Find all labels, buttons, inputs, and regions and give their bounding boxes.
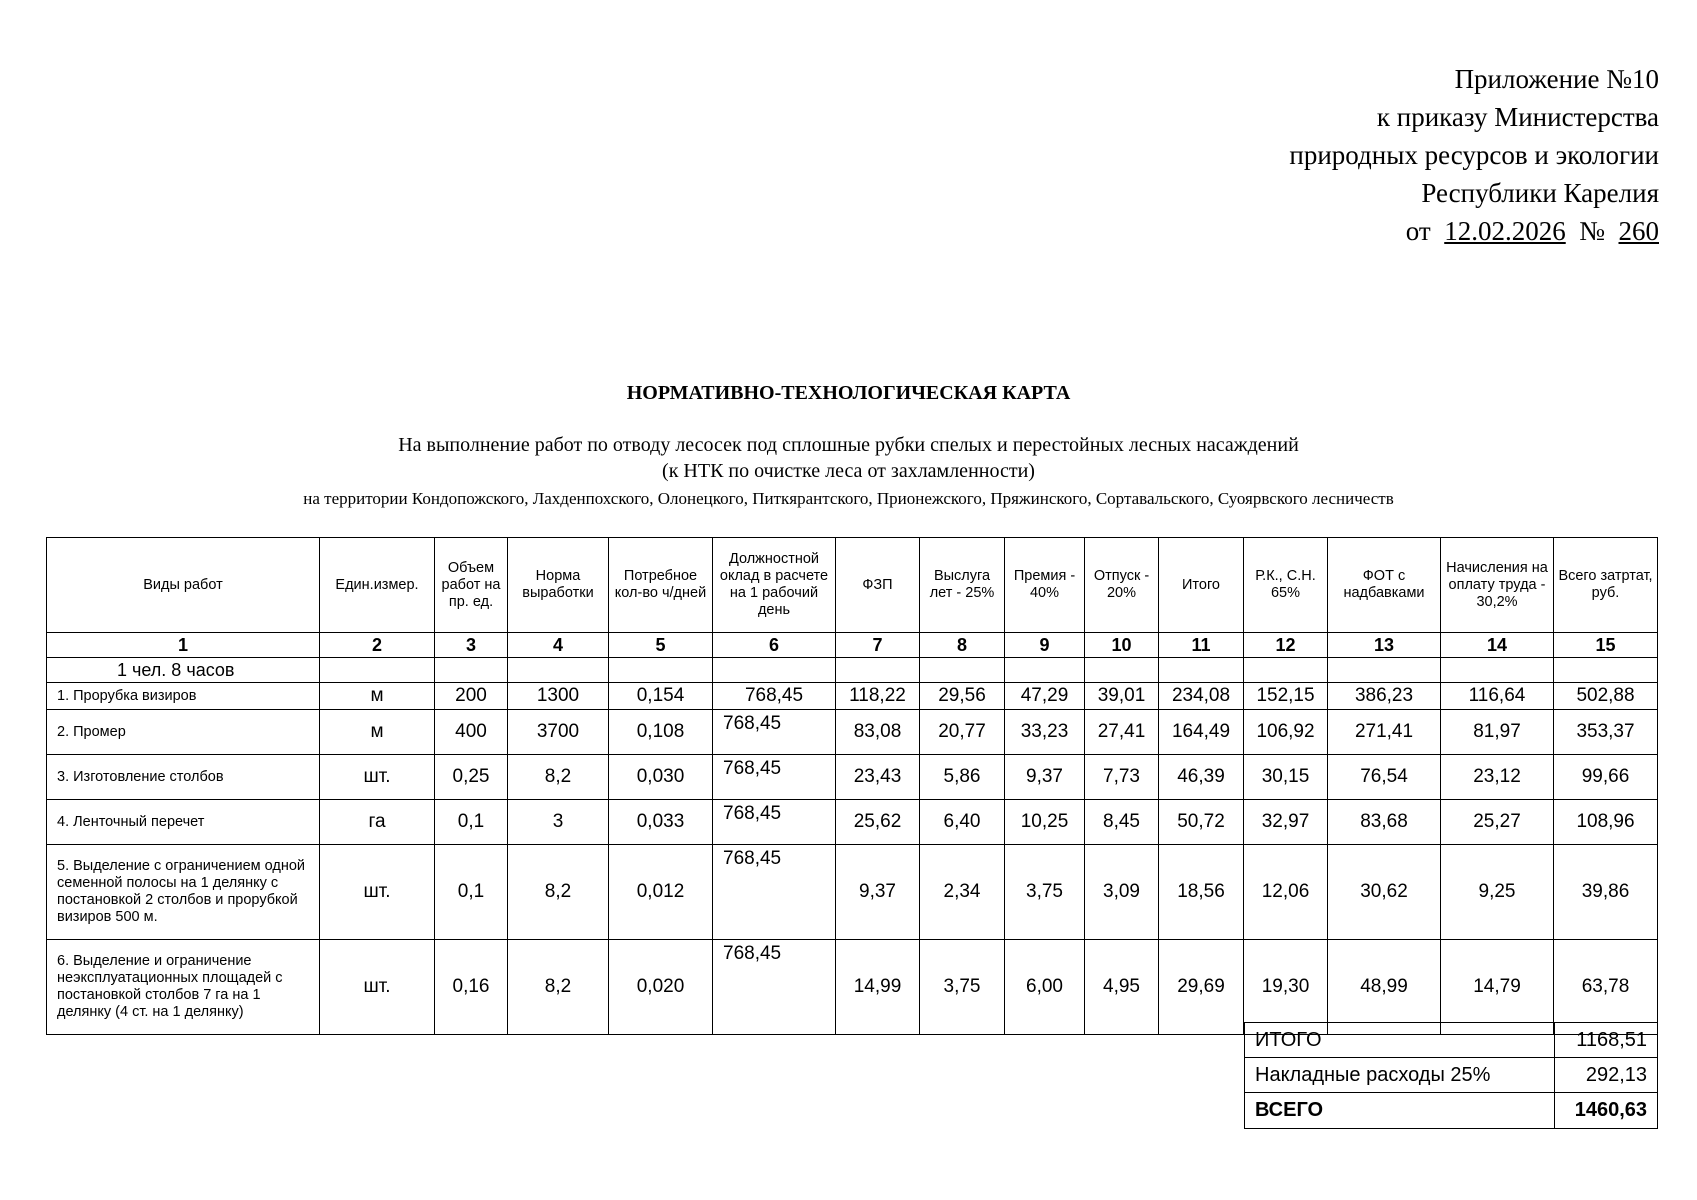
column-header: Виды работ: [47, 538, 320, 633]
table-cell: 8,2: [508, 940, 609, 1035]
table-header-row: [47, 538, 1658, 633]
group-cell: [1085, 658, 1159, 683]
table-cell: 63,78: [1554, 940, 1658, 1035]
table-cell: 46,39: [1159, 755, 1244, 800]
group-cell: [836, 658, 920, 683]
group-label: 1 чел. 8 часов: [47, 658, 320, 683]
overhead-value: 292,13: [1555, 1058, 1658, 1093]
work-type-cell: 3. Изготовление столбов: [47, 755, 320, 800]
column-number: 13: [1328, 633, 1441, 658]
work-type-cell: 1. Прорубка визиров: [47, 683, 320, 710]
table-cell: 99,66: [1554, 755, 1658, 800]
table-cell: шт.: [320, 845, 435, 940]
table-cell: 0,020: [609, 940, 713, 1035]
table-cell: 39,86: [1554, 845, 1658, 940]
column-header: Всего затртат, руб.: [1554, 538, 1658, 633]
column-number: 4: [508, 633, 609, 658]
table-cell: 0,16: [435, 940, 508, 1035]
table-cell: шт.: [320, 940, 435, 1035]
column-number: 12: [1244, 633, 1328, 658]
table-cell: 0,154: [609, 683, 713, 710]
group-cell: [1554, 658, 1658, 683]
overhead-label: Накладные расходы 25%: [1245, 1058, 1555, 1093]
table-cell: 9,37: [1005, 755, 1085, 800]
overhead-row: [1245, 1058, 1658, 1093]
column-header: ФОТ с надбавками: [1328, 538, 1441, 633]
column-number: 2: [320, 633, 435, 658]
work-type-cell: 4. Ленточный перечет: [47, 800, 320, 845]
appendix-number: Приложение №10: [1454, 64, 1659, 94]
document-title: НОРМАТИВНО-ТЕХНОЛОГИЧЕСКАЯ КАРТА: [626, 382, 1071, 404]
document-subtitle: На выполнение работ по отводу лесосек под сплошные рубки спелых и перестойных лесных насаждений: [398, 434, 1299, 456]
table-cell: 0,1: [435, 800, 508, 845]
table-cell: 23,12: [1441, 755, 1554, 800]
table-row: [47, 845, 1658, 940]
group-cell: [1328, 658, 1441, 683]
column-number: 9: [1005, 633, 1085, 658]
table-cell: 9,37: [836, 845, 920, 940]
table-cell: 502,88: [1554, 683, 1658, 710]
column-number: 8: [920, 633, 1005, 658]
table-cell: 14,79: [1441, 940, 1554, 1035]
group-cell: [320, 658, 435, 683]
table-cell: 39,01: [1085, 683, 1159, 710]
salary-cell: 768,45: [713, 710, 836, 755]
table-cell: 386,23: [1328, 683, 1441, 710]
group-row: [47, 658, 1658, 683]
column-number-row: [47, 633, 1658, 658]
table-cell: 118,22: [836, 683, 920, 710]
table-cell: 25,62: [836, 800, 920, 845]
table-cell: 8,45: [1085, 800, 1159, 845]
grand-total-label: ВСЕГО: [1245, 1093, 1555, 1129]
column-header: Итого: [1159, 538, 1244, 633]
column-number: 15: [1554, 633, 1658, 658]
table-cell: 0,108: [609, 710, 713, 755]
column-number: 14: [1441, 633, 1554, 658]
table-cell: 400: [435, 710, 508, 755]
column-header: Р.К., С.Н. 65%: [1244, 538, 1328, 633]
document-subtitle-note: (к НТК по очистке леса от захламленности): [662, 460, 1035, 482]
ministry-line: природных ресурсов и экологии: [1289, 140, 1659, 170]
column-header: Начисления на оплату труда - 30,2%: [1441, 538, 1554, 633]
table-cell: 7,73: [1085, 755, 1159, 800]
table-cell: шт.: [320, 755, 435, 800]
table-cell: 106,92: [1244, 710, 1328, 755]
table-cell: м: [320, 710, 435, 755]
table-cell: 48,99: [1328, 940, 1441, 1035]
group-cell: [1244, 658, 1328, 683]
table-cell: 27,41: [1085, 710, 1159, 755]
table-cell: 9,25: [1441, 845, 1554, 940]
table-cell: 3,75: [920, 940, 1005, 1035]
table-cell: 30,62: [1328, 845, 1441, 940]
group-cell: [609, 658, 713, 683]
group-cell: [920, 658, 1005, 683]
republic-line: Республики Карелия: [1421, 178, 1659, 208]
date-prefix: от: [1405, 216, 1431, 246]
salary-cell: 768,45: [713, 755, 836, 800]
group-cell: [1159, 658, 1244, 683]
table-cell: 5,86: [920, 755, 1005, 800]
salary-cell: 768,45: [713, 940, 836, 1035]
group-cell: [1005, 658, 1085, 683]
work-type-cell: 6. Выделение и ограничение неэксплуатационных площадей с постановкой столбов 7 га на 1 делянку (4 ст. на 1 делянку): [47, 940, 320, 1035]
table-cell: 14,99: [836, 940, 920, 1035]
column-number: 5: [609, 633, 713, 658]
column-number: 11: [1159, 633, 1244, 658]
table-cell: 353,37: [1554, 710, 1658, 755]
table-cell: 234,08: [1159, 683, 1244, 710]
table-cell: 19,30: [1244, 940, 1328, 1035]
work-type-cell: 2. Промер: [47, 710, 320, 755]
table-cell: м: [320, 683, 435, 710]
table-cell: 6,40: [920, 800, 1005, 845]
grand-total-row: [1245, 1093, 1658, 1129]
table-cell: 30,15: [1244, 755, 1328, 800]
table-cell: 0,25: [435, 755, 508, 800]
column-header: Должностной оклад в расчете на 1 рабочий день: [713, 538, 836, 633]
table-row: [47, 800, 1658, 845]
table-cell: 23,43: [836, 755, 920, 800]
table-cell: 200: [435, 683, 508, 710]
table-cell: 0,030: [609, 755, 713, 800]
column-number: 6: [713, 633, 836, 658]
group-cell: [1441, 658, 1554, 683]
table-cell: 271,41: [1328, 710, 1441, 755]
table-cell: 20,77: [920, 710, 1005, 755]
column-header: Выслуга лет - 25%: [920, 538, 1005, 633]
table-cell: 0,033: [609, 800, 713, 845]
table-cell: 4,95: [1085, 940, 1159, 1035]
column-header: Потребное кол-во ч/дней: [609, 538, 713, 633]
table-cell: 164,49: [1159, 710, 1244, 755]
work-type-cell: 5. Выделение с ограничением одной семенной полосы на 1 делянку с постановкой 2 столбов и прорубкой визиров 500 м.: [47, 845, 320, 940]
table-cell: 2,34: [920, 845, 1005, 940]
table-cell: 0,012: [609, 845, 713, 940]
table-cell: 3,09: [1085, 845, 1159, 940]
table-cell: 47,29: [1005, 683, 1085, 710]
table-cell: 83,08: [836, 710, 920, 755]
table-cell: 29,69: [1159, 940, 1244, 1035]
table-row: [47, 940, 1658, 1035]
table-cell: 29,56: [920, 683, 1005, 710]
table-cell: 8,2: [508, 845, 609, 940]
column-header: Отпуск - 20%: [1085, 538, 1159, 633]
column-number: 10: [1085, 633, 1159, 658]
table-cell: 83,68: [1328, 800, 1441, 845]
table-cell: 10,25: [1005, 800, 1085, 845]
document-territory: на территории Кондопожского, Лахденпохского, Олонецкого, Питкярантского, Прионежского, Пряжинского, Сортавальского, Суоярвского лесничеств: [303, 489, 1394, 508]
column-number: 7: [836, 633, 920, 658]
column-number: 1: [47, 633, 320, 658]
table-cell: 3700: [508, 710, 609, 755]
table-cell: 81,97: [1441, 710, 1554, 755]
grand-total-value: 1460,63: [1555, 1093, 1658, 1129]
order-number: 260: [1618, 216, 1659, 246]
table-cell: 76,54: [1328, 755, 1441, 800]
order-ref-line: к приказу Министерства: [1376, 102, 1659, 132]
table-cell: 108,96: [1554, 800, 1658, 845]
order-date-line: [1139, 212, 1659, 250]
table-cell: 33,23: [1005, 710, 1085, 755]
table-cell: 8,2: [508, 755, 609, 800]
column-header: Норма выработки: [508, 538, 609, 633]
salary-cell: 768,45: [713, 800, 836, 845]
table-cell: 3: [508, 800, 609, 845]
table-cell: 25,27: [1441, 800, 1554, 845]
itogo-value: 1168,51: [1555, 1023, 1658, 1058]
table-cell: 768,45: [713, 683, 836, 710]
order-header: [1139, 60, 1659, 250]
itogo-row: [1245, 1023, 1658, 1058]
column-number: 3: [435, 633, 508, 658]
table-cell: 6,00: [1005, 940, 1085, 1035]
group-cell: [435, 658, 508, 683]
column-header: Объем работ на пр. ед.: [435, 538, 508, 633]
table-cell: 12,06: [1244, 845, 1328, 940]
table-cell: 18,56: [1159, 845, 1244, 940]
totals-table: [1244, 1022, 1658, 1129]
table-cell: 152,15: [1244, 683, 1328, 710]
column-header: Премия - 40%: [1005, 538, 1085, 633]
table-row: [47, 683, 1658, 710]
table-row: [47, 710, 1658, 755]
order-date: 12.02.2026: [1444, 216, 1566, 246]
norm-tech-table: [46, 537, 1658, 1035]
salary-cell: 768,45: [713, 845, 836, 940]
table-cell: 1300: [508, 683, 609, 710]
table-cell: 32,97: [1244, 800, 1328, 845]
column-header: Един.измер.: [320, 538, 435, 633]
table-cell: га: [320, 800, 435, 845]
group-cell: [713, 658, 836, 683]
table-cell: 116,64: [1441, 683, 1554, 710]
itogo-label: ИТОГО: [1245, 1023, 1555, 1058]
number-prefix: №: [1579, 216, 1605, 246]
table-cell: 3,75: [1005, 845, 1085, 940]
table-cell: 0,1: [435, 845, 508, 940]
column-header: ФЗП: [836, 538, 920, 633]
group-cell: [508, 658, 609, 683]
table-row: [47, 755, 1658, 800]
table-cell: 50,72: [1159, 800, 1244, 845]
